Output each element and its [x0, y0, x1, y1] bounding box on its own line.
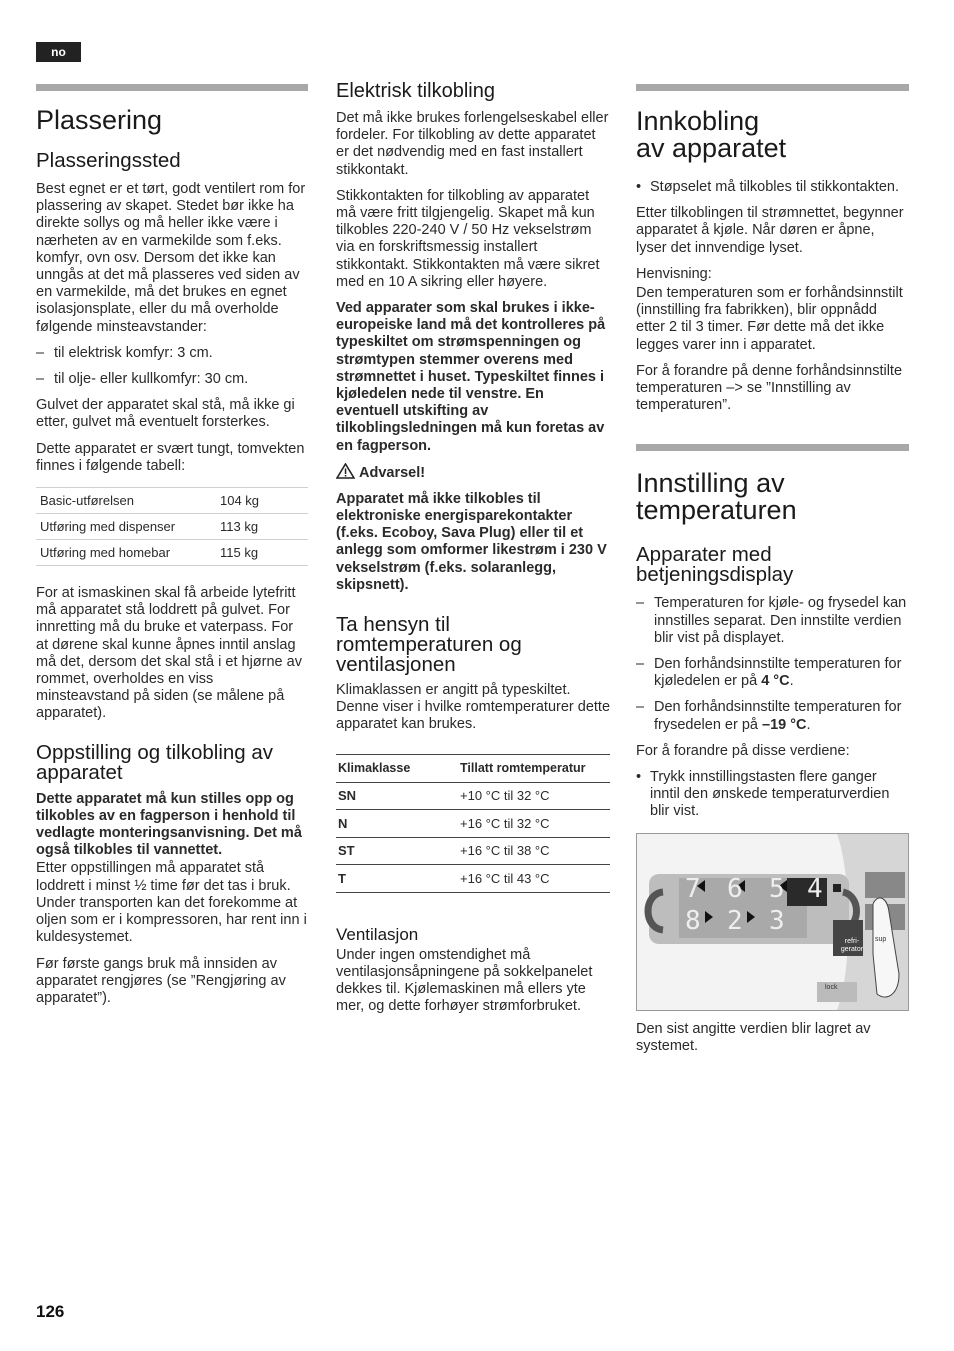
- super-button-label: sup: [875, 935, 887, 943]
- warning-triangle-icon: [336, 463, 355, 484]
- paragraph-saved: Den sist angitte verdien blir lagret av systemet.: [636, 1020, 871, 1054]
- list-item: – Den forhåndsinnstilte temperaturen for frysedelen er på –19 °C.: [636, 699, 902, 733]
- heading-oppstilling: Oppstilling og tilkobling av apparatet: [36, 740, 274, 784]
- paragraph-cleaning: Før første gangs bruk må innsiden av apparatet rengjøres (se ”Rengjøring av apparatet”).: [36, 955, 286, 1006]
- heading-betjeningsdisplay: Apparater med betjeningsdisplay: [636, 543, 794, 587]
- table-header: Tillatt romtemperatur: [458, 754, 610, 782]
- paragraph-non-european: Ved apparater som skal brukes i ikke-europeiske land må det kontrolleres på typeskiltet om strømspenningen og strømtypen stemmer overens med strømnettet i huset. Typeskiltet finnes i kjøledelen nede til venstre. En eventuell utskifting av tilkoblingsledningen må kun foretas av en fagperson.: [336, 300, 606, 454]
- paragraph-after-installation: Etter oppstillingen må apparatet stå loddrett i minst ½ time før det tas i bruk. Under transporten kan det forekomme at oljen som er i kompressoren, har rent inn i kuldesystemet.: [36, 860, 307, 946]
- heading-plasseringssted: Plasseringssted: [36, 149, 181, 172]
- display-digit: 8: [685, 905, 701, 936]
- paragraph-floor: Gulvet der apparatet skal stå, må ikke gi etter, gulvet må eventuelt forsterkes.: [36, 397, 295, 431]
- heading-innkobling: Innkobling av apparatet: [636, 106, 787, 163]
- paragraph-climate-class: Klimaklassen er angitt på typeskiltet. Denne viser i hvilke romtemperaturer dette apparatet kan brukes.: [336, 682, 611, 733]
- list-item: – til elektrisk komfyr: 3 cm.: [36, 344, 213, 361]
- warning-line: [336, 463, 610, 484]
- settings-list: [636, 595, 909, 733]
- section-rule: [636, 84, 909, 91]
- paragraph-change-preset: For å forandre på denne forhåndsinnstilte temperaturen –> se ”Innstilling av temperaturen”.: [636, 362, 903, 414]
- plug-list: [636, 179, 909, 196]
- paragraph-location: Best egnet er et tørt, godt ventilert rom for plassering av skapet. Stedet bør ikke ha direkte sollys og må heller ikke være i nærheten av en varmekilde som f.eks. komfyr, ovn osv. Dersom det ikke kan unngås at det må plasseres ved siden av en varmekilde, må det brukes en egnet isolasjonsplate, eller du må overholde følgende minsteavstander:: [36, 181, 306, 335]
- lock-button-label: lock: [825, 983, 838, 991]
- list-item: • Trykk innstillingstasten flere ganger inntil den ønskede temperaturverdien blir vist.: [636, 769, 890, 820]
- paragraph-weight: Dette apparatet er svært tungt, tomvekten finnes i følgende tabell:: [36, 440, 305, 474]
- climate-table: [336, 754, 610, 893]
- list-item: – til olje- eller kullkomfyr: 30 cm.: [36, 371, 249, 388]
- note-label: Henvisning:: [636, 265, 712, 282]
- table-header: Klimaklasse: [336, 754, 458, 782]
- paragraph-socket: Stikkontakten for tilkobling av apparatet må være fritt tilgjengelig. Skapet må kun tilkobles 220-240 V / 50 Hz vekselstrøm via en forskriftsmessig installert stikkontakt. Stikkontakten må være sikret med en 10 A sikring eller høyere.: [336, 187, 600, 290]
- paragraph-ventilation: Under ingen omstendighet må ventilasjonsåpningene på sokkelpanelet dekkes til. Kjølemaskinen må ellers yte mer, og dette forhøyer strømforbruket.: [336, 946, 593, 1015]
- press-list: [636, 769, 909, 821]
- language-tag: no: [36, 42, 81, 62]
- paragraph-icemaker: For at ismaskinen skal få arbeide lytefritt må apparatet stå loddrett på gulvet. For innretting må du bruke et vaterpass. For at dørene skal kunne åpnes inntil anslag må det, dersom det skal stå i et hjørne av rommet, overholdes en viss minsteavstand på siden (se målene på apparatet).: [36, 585, 302, 722]
- heading-room-temperature: Ta hensyn til romtemperaturen og ventilasjonen: [336, 613, 522, 677]
- paragraph-warning: Apparatet må ikke tilkobles til elektroniske energisparekontakter (f.eks. Ecoboy, Sava Plug) eller til et anlegg som omformer likestrøm i 230 V vekselstrøm (f.eks. solaranlegg, skipsnett).: [336, 490, 607, 593]
- section-rule: [36, 84, 308, 91]
- table-row: Utføring med dispenser 113 kg: [36, 514, 308, 540]
- section-rule: [636, 444, 909, 451]
- heading-elektrisk: Elektrisk tilkobling: [336, 80, 495, 102]
- list-item: – Den forhåndsinnstilte temperaturen for kjøledelen er på 4 °C.: [636, 656, 902, 690]
- heading-innstilling: Innstilling av temperaturen: [636, 468, 797, 526]
- table-row: T +16 °C til 43 °C: [336, 865, 610, 893]
- table-header-row: [336, 754, 610, 782]
- table-row: ST +16 °C til 38 °C: [336, 837, 610, 865]
- column-electrical: [336, 80, 610, 1016]
- display-digit: 3: [769, 905, 785, 936]
- column-placement: [36, 84, 308, 1007]
- refrigerator-button-label: refri-gerator: [840, 937, 864, 953]
- table-row: Basic-utførelsen 104 kg: [36, 488, 308, 514]
- display-digit: 4: [807, 873, 823, 904]
- display-digit: 5: [769, 873, 785, 904]
- table-row: SN +10 °C til 32 °C: [336, 782, 610, 810]
- distance-list: [36, 345, 308, 388]
- table-row: Utføring med homebar 115 kg: [36, 540, 308, 566]
- paragraph-no-extension: Det må ikke brukes forlengelseskabel eller fordeler. For tilkobling av dette apparatet er det nødvendig med en fast installert stikkontakt.: [336, 110, 609, 178]
- paragraph-installation-bold: Dette apparatet må kun stilles opp og tilkobles av en fagperson i henhold til vedlagte monteringsanvisning. Det må også tilkobles til vannettet.: [36, 790, 302, 859]
- control-panel-illustration: [636, 833, 909, 1011]
- list-item: • Støpselet må tilkobles til stikkontakten.: [636, 179, 900, 195]
- list-item: – Temperaturen for kjøle- og frysedel kan innstilles separat. Den innstilte verdien blir vist på displayet.: [636, 595, 907, 646]
- warning-label: Advarsel!: [359, 464, 426, 481]
- paragraph-after-connect: Etter tilkoblingen til strømnettet, begynner apparatet å kjøle. Når døren er åpne, lyser det innvendige lyset.: [636, 205, 904, 256]
- weight-table: [36, 487, 308, 566]
- page-number: 126: [36, 1302, 65, 1321]
- display-digit: 2: [727, 905, 743, 936]
- heading-ventilasjon: Ventilasjon: [336, 924, 419, 944]
- table-row: N +16 °C til 32 °C: [336, 810, 610, 838]
- paragraph-to-change: For å forandre på disse verdiene:: [636, 742, 850, 759]
- column-switch-on: [636, 84, 909, 1055]
- display-digit: 6: [727, 873, 743, 904]
- paragraph-preset: Den temperaturen som er forhåndsinnstilt (innstilling fra fabrikken), blir oppnådd etter 2 til 3 timer. Før dette må det ikke legges varer inn i apparatet.: [636, 285, 903, 353]
- heading-plassering: Plassering: [36, 105, 163, 135]
- display-digit: 7: [685, 873, 701, 904]
